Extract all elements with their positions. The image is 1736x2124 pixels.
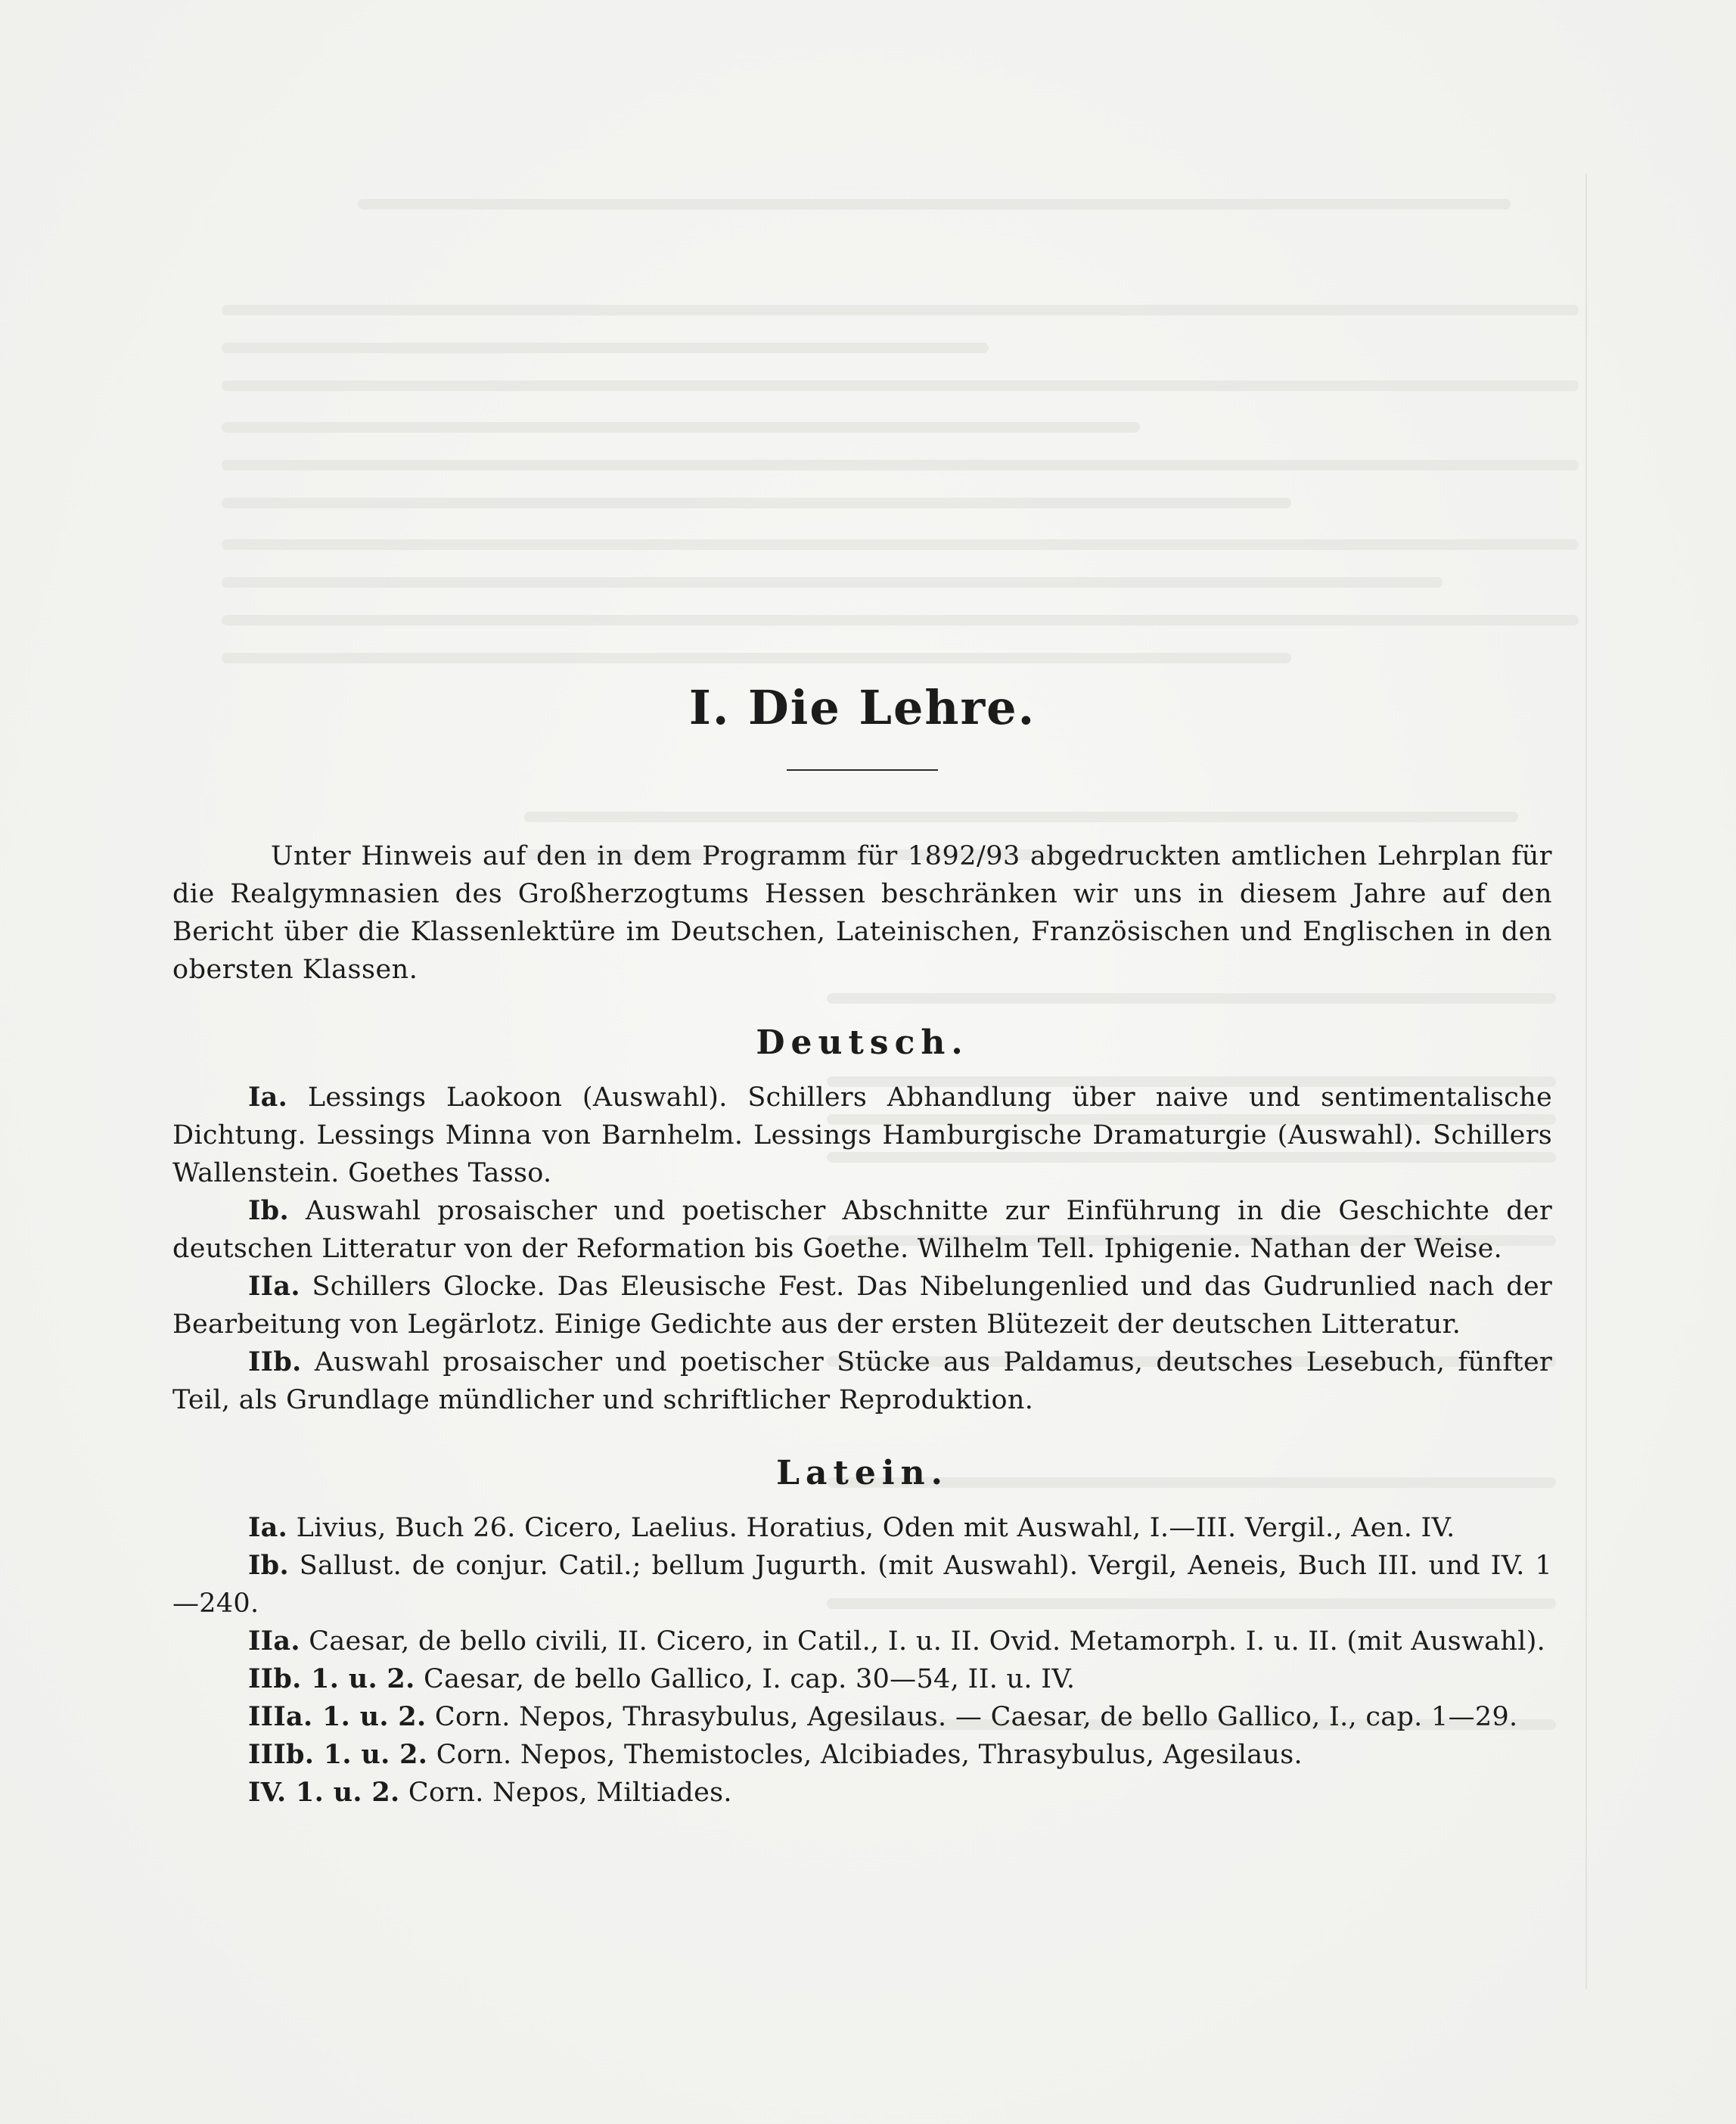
class-label: IV. 1. u. 2. — [248, 1777, 400, 1808]
page-heading: I. Die Lehre. — [688, 680, 1036, 735]
section-latein — [172, 1454, 1552, 1812]
class-label: IIa. — [248, 1626, 300, 1657]
entry-text: Corn. Nepos, Thrasybulus, Agesilaus. — Caesar, de bello Gallico, I., cap. 1—29. — [434, 1702, 1518, 1732]
list-item — [172, 1268, 1552, 1343]
list-item — [172, 1079, 1552, 1192]
entry-text: Auswahl prosaischer und poetischer Stücke aus Paldamus, deutsches Lesebuch, fünfter Teil, als Grundlage mündlicher und schriftlicher Reproduktion. — [172, 1347, 1552, 1415]
class-label: Ia. — [248, 1512, 288, 1543]
list-item — [172, 1509, 1552, 1547]
list-item — [172, 1343, 1552, 1419]
entry-text: Corn. Nepos, Themistocles, Alcibiades, Thrasybulus, Agesilaus. — [436, 1740, 1303, 1770]
list-item — [172, 1622, 1552, 1660]
section-title: Latein. — [776, 1454, 949, 1492]
entry-text: Caesar, de bello civili, II. Cicero, in Catil., I. u. II. Ovid. Metamorph. I. u. II. (mit Auswahl). — [309, 1626, 1546, 1657]
intro-paragraph: Unter Hinweis auf den in dem Programm für 1892/93 abgedruckten amtlichen Lehrplan für die Realgymnasien des Großherzogtums Hessen beschränken wir uns in diesem Jahre auf den Bericht über die Klassenlektüre im Deutschen, Lateinischen, Französischen und Englischen in den obersten Klassen. — [172, 841, 1552, 985]
list-item — [172, 1660, 1552, 1698]
class-label: IIa. — [248, 1271, 300, 1302]
class-label: Ia. — [248, 1082, 288, 1113]
class-label: IIIb. 1. u. 2. — [248, 1739, 428, 1770]
section-deutsch — [172, 1023, 1552, 1419]
entry-text: Schillers Glocke. Das Eleusische Fest. Das Nibelungenlied und das Gudrunlied nach der Bearbeitung von Legärlotz. Einige Gedichte aus der ersten Blütezeit der deutschen Litteratur. — [172, 1272, 1552, 1340]
entry-text: Auswahl prosaischer und poetischer Abschnitte zur Einführung in die Geschichte der deutschen Litteratur von der Reformation bis Goethe. Wilhelm Tell. Iphigenie. Nathan der Weise. — [172, 1196, 1552, 1264]
list-item — [172, 1698, 1552, 1736]
section-title: Deutsch. — [756, 1023, 969, 1062]
entry-text: Corn. Nepos, Miltiades. — [408, 1778, 732, 1808]
list-item — [172, 1192, 1552, 1268]
class-label: IIb. — [248, 1346, 302, 1377]
class-label: IIb. 1. u. 2. — [248, 1663, 415, 1694]
entry-text: Caesar, de bello Gallico, I. cap. 30—54, II. u. IV. — [424, 1664, 1076, 1694]
page-content — [172, 680, 1552, 1812]
list-item — [172, 1774, 1552, 1812]
heading-divider — [787, 769, 938, 771]
class-label: Ib. — [248, 1195, 289, 1226]
entry-text: Livius, Buch 26. Cicero, Laelius. Horatius, Oden mit Auswahl, I.—III. Vergil., Aen. IV. — [296, 1513, 1455, 1543]
entry-text: Lessings Laokoon (Auswahl). Schillers Abhandlung über naive und sentimentalische Dichtung. Lessings Minna von Barnhelm. Lessings Hamburgische Dramaturgie (Auswahl). Schillers Wallenstein. Goethes Tasso. — [172, 1082, 1552, 1188]
class-label: IIIa. 1. u. 2. — [248, 1701, 427, 1732]
class-label: Ib. — [248, 1550, 289, 1581]
entry-text: Sallust. de conjur. Catil.; bellum Jugurth. (mit Auswahl). Vergil, Aeneis, Buch III. und IV. 1—240. — [172, 1551, 1552, 1619]
bleed-through-rule — [1585, 174, 1587, 1989]
list-item — [172, 1547, 1552, 1622]
list-item — [172, 1736, 1552, 1774]
